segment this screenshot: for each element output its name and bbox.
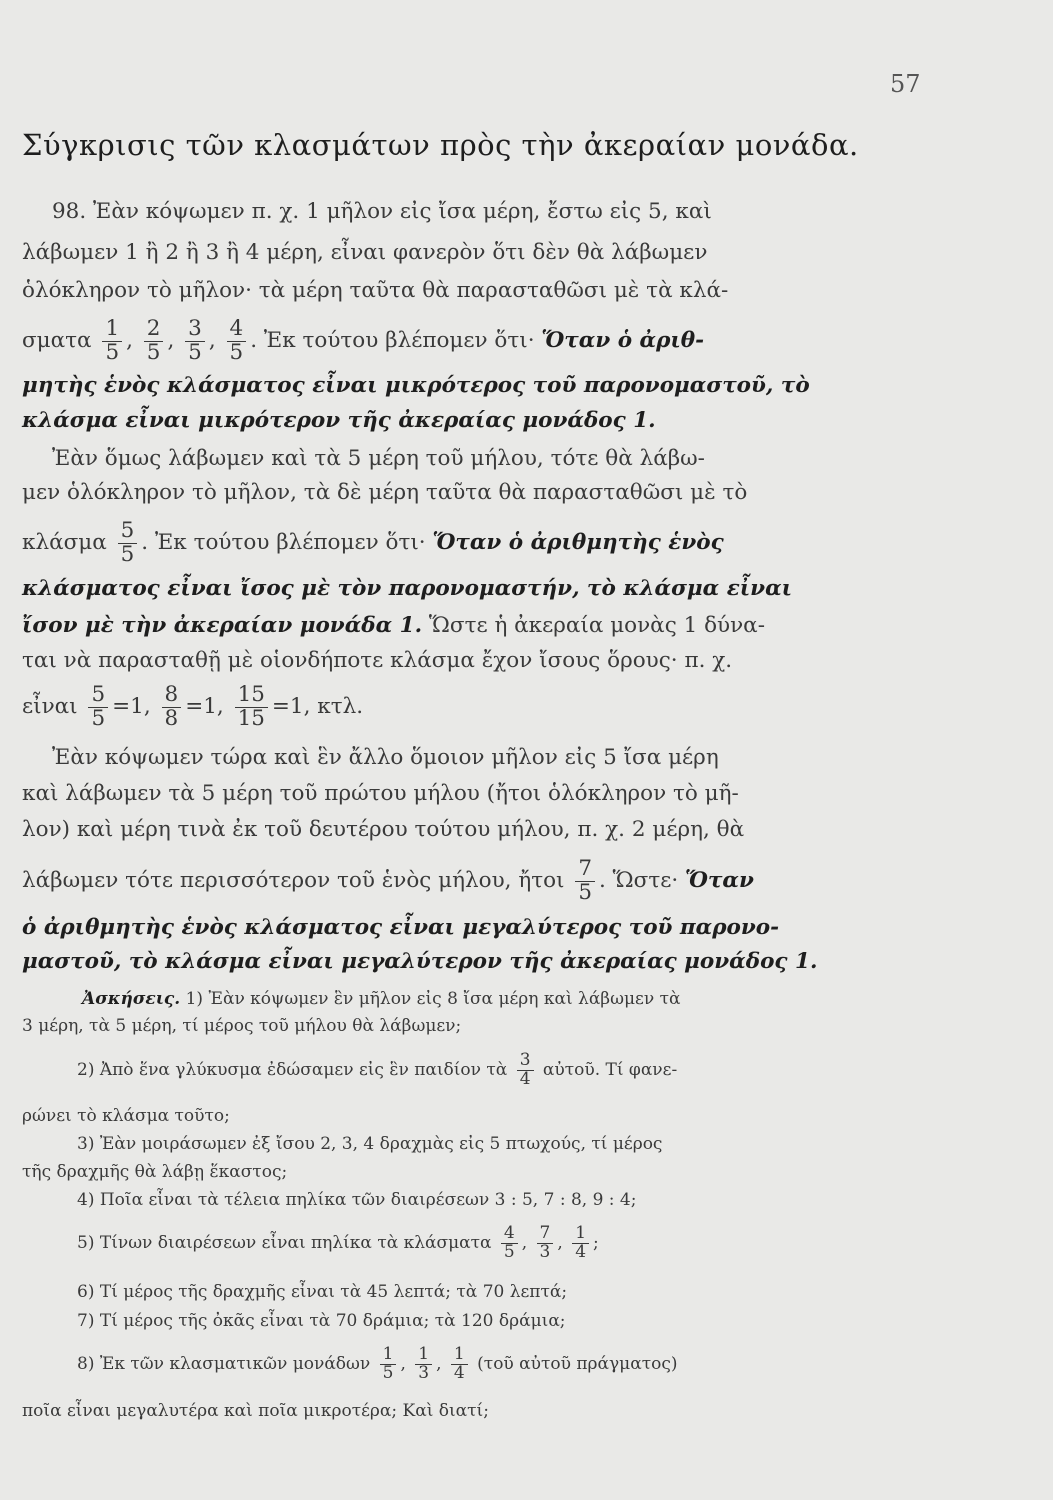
- exercise-1-line-2: 3 μέρη, τὰ 5 μέρη, τί μέρος τοῦ μήλου θὰ λάβωμεν;: [22, 1016, 462, 1036]
- denominator: 4: [575, 1241, 587, 1262]
- equation: =1, κτλ.: [271, 694, 364, 720]
- text: . Ἐκ τούτου βλέπομεν ὅτι·: [250, 328, 535, 354]
- denominator: 5: [382, 1362, 394, 1383]
- denominator: 5: [578, 879, 592, 905]
- text: Ὥστε ἡ ἀκεραία μονὰς 1 δύνα-: [428, 613, 765, 638]
- fraction: [235, 684, 268, 730]
- denominator: 5: [91, 705, 106, 731]
- p98-line-2: λάβωμεν 1 ἢ 2 ἢ 3 ἢ 4 μέρη, εἶναι φανερὸν ὅτι δὲν θὰ λάβωμεν: [22, 240, 708, 265]
- exercise-3-line-1: 3) Ἐὰν μοιράσωμεν ἐξ ἴσου 2, 3, 4 δραχμὰς εἰς 5 πτωχούς, τί μέρος: [77, 1134, 663, 1154]
- denominator: 15: [237, 705, 265, 731]
- fraction: [517, 1052, 534, 1089]
- text: κλάσμα: [22, 530, 107, 556]
- fraction: [162, 684, 182, 730]
- fraction: [572, 1225, 589, 1262]
- denominator: 5: [503, 1241, 515, 1262]
- numerator: 8: [162, 684, 182, 708]
- rule-text: Ὅταν ὁ ἀριθ-: [541, 328, 705, 354]
- exercise-6: 6) Τί μέρος τῆς δραχμῆς εἶναι τὰ 45 λεπτά; τὰ 70 λεπτά;: [77, 1282, 568, 1302]
- fraction: [102, 318, 122, 364]
- p98-line-8: μεν ὁλόκληρον τὸ μῆλον, τὰ δὲ μέρη ταῦτα θὰ παρασταθῶσι μὲ τὸ: [22, 480, 748, 505]
- p2-line-6: μαστοῦ, τὸ κλάσμα εἶναι μεγαλύτερον τῆς ἀκεραίας μονάδος 1.: [22, 949, 818, 974]
- p98-line-11: [22, 611, 1022, 641]
- denominator: 3: [418, 1362, 430, 1383]
- text: 5) Τίνων διαιρέσεων εἶναι πηλίκα τὰ κλάσματα: [77, 1232, 492, 1253]
- exercises-heading: Ἀσκήσεις.: [82, 989, 181, 1009]
- denominator: 5: [105, 339, 120, 365]
- numerator: 1: [451, 1346, 468, 1365]
- fraction: [185, 318, 205, 364]
- numerator: 2: [144, 318, 164, 342]
- fraction: [537, 1225, 554, 1262]
- page-number: 57: [890, 70, 921, 98]
- numerator: 1: [102, 318, 122, 342]
- equation: =1,: [112, 694, 151, 720]
- numerator: 4: [501, 1225, 518, 1244]
- denominator: 4: [453, 1362, 465, 1383]
- fraction: [88, 684, 108, 730]
- numerator: 3: [517, 1052, 534, 1071]
- rule-text: Ὅταν ὁ ἀριθμητὴς ἑνὸς: [432, 530, 724, 556]
- p2-line-4: [22, 858, 1022, 904]
- text: 2) Ἀπὸ ἕνα γλύκυσμα ἐδώσαμεν εἰς ἓν παιδίον τὰ: [77, 1059, 508, 1080]
- exercise-3-line-2: τῆς δραχμῆς θὰ λάβῃ ἕκαστος;: [22, 1162, 288, 1182]
- p98-line-3: ὁλόκληρον τὸ μῆλον· τὰ μέρη ταῦτα θὰ παρασταθῶσι μὲ τὰ κλά-: [22, 278, 729, 303]
- p98-line-4: σματα $\frac{1}{5}$ , $\frac{2}{5}$ , $\frac{3}{5}$ , $\frac{4}{5}$ . Ἐκ τούτου βλέπομεν ὅτι· Ὅταν ὁ ἀριθ-: [22, 316, 705, 365]
- p2-line-2: καὶ λάβωμεν τὰ 5 μέρη τοῦ πρώτου μήλου (ἤτοι ὁλόκληρον τὸ μῆ-: [22, 781, 739, 806]
- exercise-4: 4) Ποῖα εἶναι τὰ τέλεια πηλίκα τῶν διαιρέσεων 3 : 5, 7 : 8, 9 : 4;: [77, 1190, 637, 1210]
- exercise-2-line-1: [22, 1052, 1053, 1089]
- denominator: 5: [146, 339, 161, 365]
- exercise-8-line-1: 8) Ἐκ τῶν κλασματικῶν μονάδων $\frac{1}{5}$ , $\frac{1}{3}$ , $\frac{1}{4}$ (τοῦ αὐτοῦ πράγματος): [77, 1344, 678, 1383]
- p98-line-6: κλάσμα εἶναι μικρότερον τῆς ἀκεραίας μονάδος 1.: [22, 408, 656, 433]
- section-title: Σύγκρισις τῶν κλασμάτων πρὸς τὴν ἀκεραίαν μονάδα.: [22, 128, 859, 162]
- p98-line-5: μητὴς ἑνὸς κλάσματος εἶναι μικρότερος τοῦ παρονομαστοῦ, τὸ: [22, 373, 810, 398]
- p98-line-13: [22, 684, 1022, 730]
- rule-text: ἴσον μὲ τὴν ἀκεραίαν μονάδα 1.: [22, 613, 423, 638]
- numerator: 1: [572, 1225, 589, 1244]
- text: σματα: [22, 328, 92, 354]
- numerator: 3: [185, 318, 205, 342]
- denominator: 5: [188, 339, 202, 365]
- text: . Ὥστε·: [599, 868, 679, 894]
- p98-line-12: ται νὰ παρασταθῇ μὲ οἱονδήποτε κλάσμα ἔχον ἴσους ὅρους· π. χ.: [22, 648, 733, 673]
- numerator: 4: [227, 318, 247, 342]
- fraction: [380, 1346, 397, 1383]
- numerator: 5: [118, 520, 138, 544]
- rule-text: Ὅταν: [685, 868, 754, 894]
- exercise-1-line-1: [22, 984, 1053, 1014]
- denominator: 5: [120, 541, 135, 567]
- text: 8) Ἐκ τῶν κλασματικῶν μονάδων: [77, 1353, 371, 1374]
- text: λάβωμεν τότε περισσότερον τοῦ ἑνὸς μήλου, ἤτοι: [22, 868, 565, 894]
- p2-line-3: λον) καὶ μέρη τινὰ ἐκ τοῦ δευτέρου τούτου μήλου, π. χ. 2 μέρη, θὰ: [22, 817, 745, 842]
- p98-line-7: Ἐὰν ὅμως λάβωμεν καὶ τὰ 5 μέρη τοῦ μήλου, τότε θὰ λάβω-: [52, 446, 705, 471]
- numerator: 5: [88, 684, 108, 708]
- denominator: 3: [539, 1241, 551, 1262]
- fraction: [575, 858, 595, 904]
- numerator: 15: [235, 684, 268, 708]
- exercise-2-line-2: ρώνει τὸ κλάσμα τοῦτο;: [22, 1106, 230, 1126]
- p98-line-1: 98. Ἐὰν κόψωμεν π. χ. 1 μῆλον εἰς ἴσα μέρη, ἔστω εἰς 5, καὶ: [52, 199, 712, 224]
- numerator: 1: [380, 1346, 397, 1365]
- numerator: 7: [575, 858, 595, 882]
- p98-line-9: [22, 520, 1022, 566]
- denominator: 8: [164, 705, 179, 731]
- text: . Ἐκ τούτου βλέπομεν ὅτι·: [141, 530, 426, 556]
- text: αὐτοῦ. Τί φανε-: [542, 1059, 678, 1080]
- equation: =1,: [185, 694, 224, 720]
- p2-line-5: ὁ ἀριθμητὴς ἑνὸς κλάσματος εἶναι μεγαλύτερος τοῦ παρονο-: [22, 915, 780, 940]
- fraction: [118, 520, 138, 566]
- fraction: [415, 1346, 432, 1383]
- exercise-5: 5) Τίνων διαιρέσεων εἶναι πηλίκα τὰ κλάσματα $\frac{4}{5}$ , $\frac{7}{3}$ , $\frac{1}{4}$ ;: [77, 1223, 599, 1262]
- exercise-8-line-2: ποῖα εἶναι μεγαλυτέρα καὶ ποῖα μικροτέρα; Καὶ διατί;: [22, 1401, 489, 1421]
- p98-line-10: κλάσματος εἶναι ἴσος μὲ τὸν παρονομαστήν, τὸ κλάσμα εἶναι: [22, 576, 793, 601]
- text: (τοῦ αὐτοῦ πράγματος): [477, 1353, 678, 1374]
- numerator: 7: [537, 1225, 554, 1244]
- exercise-7: 7) Τί μέρος τῆς ὀκᾶς εἶναι τὰ 70 δράμια; τὰ 120 δράμια;: [77, 1311, 566, 1331]
- denominator: 4: [519, 1068, 531, 1089]
- fraction: [451, 1346, 468, 1383]
- text: 1) Ἐὰν κόψωμεν ἓν μῆλον εἰς 8 ἴσα μέρη καὶ λάβωμεν τὰ: [185, 989, 681, 1009]
- fraction: [144, 318, 164, 364]
- p2-line-1: Ἐὰν κόψωμεν τώρα καὶ ἓν ἄλλο ὅμοιον μῆλον εἰς 5 ἴσα μέρη: [52, 745, 719, 770]
- fraction: [227, 318, 247, 364]
- text: εἶναι: [22, 694, 78, 720]
- denominator: 5: [229, 339, 244, 365]
- numerator: 1: [415, 1346, 432, 1365]
- fraction: [501, 1225, 518, 1262]
